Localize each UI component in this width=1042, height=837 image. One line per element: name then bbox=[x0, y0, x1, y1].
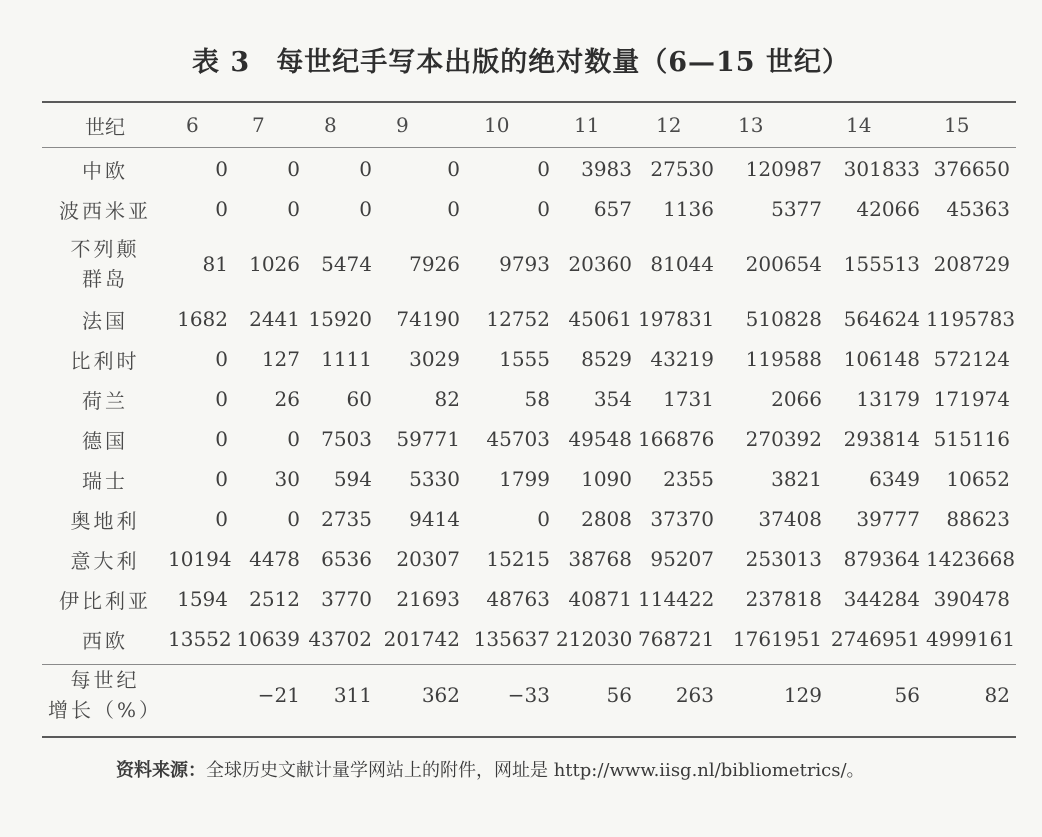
growth-cell: 129 bbox=[783, 683, 822, 707]
source-label: 资料来源： bbox=[116, 760, 206, 781]
table-cell: 120987 bbox=[745, 157, 822, 181]
table-cell: 515116 bbox=[933, 427, 1010, 451]
header-century: 13 bbox=[738, 113, 764, 137]
table-cell: 390478 bbox=[933, 587, 1010, 611]
table-cell: 6349 bbox=[869, 467, 920, 491]
table-cell: 2066 bbox=[771, 387, 822, 411]
table-title bbox=[0, 40, 1042, 79]
table-cell: 5330 bbox=[409, 467, 460, 491]
table-cell: 564624 bbox=[843, 307, 920, 331]
growth-cell bbox=[168, 659, 234, 731]
table-cell: 1594 bbox=[177, 587, 228, 611]
table-cell: 40871 bbox=[568, 587, 632, 611]
row-label: 法国 bbox=[82, 308, 128, 333]
table-cell: 13179 bbox=[856, 387, 920, 411]
table-cell: 293814 bbox=[843, 427, 920, 451]
row-label-line: 增长（%） bbox=[47, 698, 162, 722]
table-cell: 10194 bbox=[168, 547, 232, 571]
row-label: 伊比利亚 bbox=[59, 588, 151, 613]
growth-row bbox=[42, 659, 1016, 731]
header-century: 7 bbox=[252, 113, 265, 137]
table-cell: 1026 bbox=[249, 252, 300, 276]
growth-cell: −33 bbox=[507, 683, 550, 707]
table-cell: 594 bbox=[333, 467, 372, 491]
row-label-line: 不列颠 bbox=[70, 237, 140, 261]
table-cell: 2355 bbox=[663, 467, 714, 491]
table-cell: 10639 bbox=[236, 627, 300, 651]
table-cell: 26 bbox=[274, 387, 300, 411]
table-cell: 155513 bbox=[843, 252, 920, 276]
table-cell: 0 bbox=[215, 427, 228, 451]
table-cell: 0 bbox=[447, 197, 460, 221]
growth-cell: 362 bbox=[421, 683, 460, 707]
table-cell: 1136 bbox=[663, 197, 714, 221]
table-cell: 88623 bbox=[946, 507, 1010, 531]
table-cell: 45061 bbox=[568, 307, 632, 331]
table-cell: 60 bbox=[346, 387, 372, 411]
table-cell: 95207 bbox=[650, 547, 714, 571]
table-cell: 171974 bbox=[933, 387, 1010, 411]
row-label: 奥地利 bbox=[70, 508, 140, 533]
table-cell: 0 bbox=[287, 507, 300, 531]
table-cell: 657 bbox=[593, 197, 632, 221]
manuscript-table bbox=[42, 103, 1016, 731]
table-cell: 3983 bbox=[581, 157, 632, 181]
table-row bbox=[42, 459, 1016, 499]
table-cell: 39777 bbox=[856, 507, 920, 531]
row-label bbox=[42, 659, 168, 731]
table-row bbox=[42, 189, 1016, 229]
table-cell: 1682 bbox=[177, 307, 228, 331]
row-label: 中欧 bbox=[82, 158, 128, 183]
table-row bbox=[42, 229, 1016, 299]
table-cell: 81044 bbox=[650, 252, 714, 276]
row-label: 德国 bbox=[82, 428, 128, 453]
table-cell: 0 bbox=[287, 197, 300, 221]
table-cell: 9414 bbox=[409, 507, 460, 531]
table-cell: 768721 bbox=[638, 627, 715, 651]
table-cell: 354 bbox=[593, 387, 632, 411]
table-cell: 197831 bbox=[638, 307, 715, 331]
table-number: 表 3 bbox=[192, 47, 251, 78]
table-cell: 9793 bbox=[499, 252, 550, 276]
row-label: 瑞士 bbox=[82, 468, 128, 493]
table-cell: 0 bbox=[287, 157, 300, 181]
table-cell: 49548 bbox=[568, 427, 632, 451]
table-cell: 43702 bbox=[308, 627, 372, 651]
table-cell: 0 bbox=[215, 467, 228, 491]
table-cell: 45363 bbox=[946, 197, 1010, 221]
table-row bbox=[42, 339, 1016, 379]
table-row bbox=[42, 379, 1016, 419]
row-label: 比利时 bbox=[70, 348, 140, 373]
table-cell: 879364 bbox=[843, 547, 920, 571]
header-century: 12 bbox=[656, 113, 682, 137]
table-cell: 4478 bbox=[249, 547, 300, 571]
header-century: 6 bbox=[186, 113, 199, 137]
table-cell: 2441 bbox=[249, 307, 300, 331]
growth-cell: −21 bbox=[257, 683, 300, 707]
table-cell: 106148 bbox=[843, 347, 920, 371]
growth-cell: 311 bbox=[333, 683, 372, 707]
header-century: 15 bbox=[944, 113, 970, 137]
growth-cell: 82 bbox=[984, 683, 1010, 707]
table-cell: 5474 bbox=[321, 252, 372, 276]
table-cell: 1761951 bbox=[732, 627, 822, 651]
row-label: 西欧 bbox=[82, 628, 128, 653]
table-cell: 58 bbox=[524, 387, 550, 411]
table-row bbox=[42, 499, 1016, 539]
row-label: 意大利 bbox=[70, 548, 140, 573]
table-cell: 7926 bbox=[409, 252, 460, 276]
table-cell: 208729 bbox=[933, 252, 1010, 276]
table-cell: 27530 bbox=[650, 157, 714, 181]
table-cell: 1555 bbox=[499, 347, 550, 371]
table-row bbox=[42, 579, 1016, 619]
header-century: 9 bbox=[396, 113, 409, 137]
table-cell: 0 bbox=[537, 157, 550, 181]
table-cell: 15920 bbox=[308, 307, 372, 331]
table-cell: 572124 bbox=[933, 347, 1010, 371]
table-cell: 0 bbox=[537, 507, 550, 531]
header-century: 10 bbox=[484, 113, 510, 137]
table-cell: 30 bbox=[274, 467, 300, 491]
table-cell: 1111 bbox=[321, 347, 372, 371]
table-cell: 37408 bbox=[758, 507, 822, 531]
table-cell: 1195783 bbox=[926, 307, 1016, 331]
row-label-line: 每世纪 bbox=[70, 668, 140, 692]
table-cell: 74190 bbox=[396, 307, 460, 331]
table-row bbox=[42, 147, 1016, 189]
table-cell: 4999161 bbox=[926, 627, 1016, 651]
table-cell: 20360 bbox=[568, 252, 632, 276]
table-cell: 127 bbox=[261, 347, 300, 371]
table-cell: 7503 bbox=[321, 427, 372, 451]
table-cell: 3821 bbox=[771, 467, 822, 491]
table-cell: 20307 bbox=[396, 547, 460, 571]
table-cell: 81 bbox=[202, 252, 228, 276]
row-label-line: 群岛 bbox=[82, 267, 128, 291]
header-century: 14 bbox=[846, 113, 872, 137]
table-cell: 2735 bbox=[321, 507, 372, 531]
table-cell: 0 bbox=[215, 347, 228, 371]
growth-cell: 56 bbox=[606, 683, 632, 707]
source-note bbox=[116, 756, 865, 782]
table-cell: 0 bbox=[215, 387, 228, 411]
table-cell: 21693 bbox=[396, 587, 460, 611]
table-cell: 3770 bbox=[321, 587, 372, 611]
table-row bbox=[42, 299, 1016, 339]
table-cell: 0 bbox=[447, 157, 460, 181]
table-cell: 12752 bbox=[486, 307, 550, 331]
table-cell: 1731 bbox=[663, 387, 714, 411]
table-cell: 82 bbox=[434, 387, 460, 411]
table-cell: 253013 bbox=[745, 547, 822, 571]
source-text: 全球历史文献计量学网站上的附件，网址是 http://www.iisg.nl/bibliometrics/。 bbox=[206, 760, 865, 781]
table-cell: 10652 bbox=[946, 467, 1010, 491]
table-cell: 43219 bbox=[650, 347, 714, 371]
table-cell: 2746951 bbox=[830, 627, 920, 651]
table-cell: 301833 bbox=[843, 157, 920, 181]
table-cell: 6536 bbox=[321, 547, 372, 571]
table-cell: 0 bbox=[287, 427, 300, 451]
growth-cell: 56 bbox=[894, 683, 920, 707]
table-cell: 48763 bbox=[486, 587, 550, 611]
table-cell: 0 bbox=[359, 157, 372, 181]
bottom-rule bbox=[42, 736, 1016, 738]
table-cell: 1423668 bbox=[926, 547, 1016, 571]
table-cell: 0 bbox=[215, 507, 228, 531]
table-cell: 2808 bbox=[581, 507, 632, 531]
table-cell: 114422 bbox=[638, 587, 715, 611]
table-cell: 42066 bbox=[856, 197, 920, 221]
table-row bbox=[42, 539, 1016, 579]
table-cell: 0 bbox=[215, 157, 228, 181]
row-label: 波西米亚 bbox=[59, 198, 151, 223]
table-cell: 166876 bbox=[638, 427, 715, 451]
row-label bbox=[42, 229, 168, 299]
table-cell: 237818 bbox=[745, 587, 822, 611]
table-cell: 37370 bbox=[650, 507, 714, 531]
table-cell: 119588 bbox=[745, 347, 822, 371]
table-title-text: 每世纪手写本出版的绝对数量（6—15 世纪） bbox=[276, 47, 850, 78]
table-cell: 45703 bbox=[486, 427, 550, 451]
table-row bbox=[42, 619, 1016, 659]
table-cell: 3029 bbox=[409, 347, 460, 371]
table-cell: 200654 bbox=[745, 252, 822, 276]
table-cell: 212030 bbox=[556, 627, 633, 651]
table-cell: 510828 bbox=[745, 307, 822, 331]
table-cell: 344284 bbox=[843, 587, 920, 611]
table-cell: 1090 bbox=[581, 467, 632, 491]
table-cell: 13552 bbox=[168, 627, 232, 651]
table-cell: 270392 bbox=[745, 427, 822, 451]
table-cell: 15215 bbox=[486, 547, 550, 571]
table-cell: 0 bbox=[215, 197, 228, 221]
table-cell: 59771 bbox=[396, 427, 460, 451]
table-cell: 5377 bbox=[771, 197, 822, 221]
header-row bbox=[42, 103, 1016, 147]
table-cell: 38768 bbox=[568, 547, 632, 571]
table-cell: 8529 bbox=[581, 347, 632, 371]
table-cell: 1799 bbox=[499, 467, 550, 491]
table-cell: 376650 bbox=[933, 157, 1010, 181]
table-cell: 135637 bbox=[473, 627, 550, 651]
table-cell: 201742 bbox=[383, 627, 460, 651]
header-century: 8 bbox=[324, 113, 337, 137]
table-cell: 0 bbox=[537, 197, 550, 221]
table-cell: 2512 bbox=[249, 587, 300, 611]
table-row bbox=[42, 419, 1016, 459]
row-label: 荷兰 bbox=[82, 388, 128, 413]
header-century: 11 bbox=[574, 113, 600, 137]
growth-cell: 263 bbox=[675, 683, 714, 707]
table-cell: 0 bbox=[359, 197, 372, 221]
header-label: 世纪 bbox=[85, 114, 125, 139]
